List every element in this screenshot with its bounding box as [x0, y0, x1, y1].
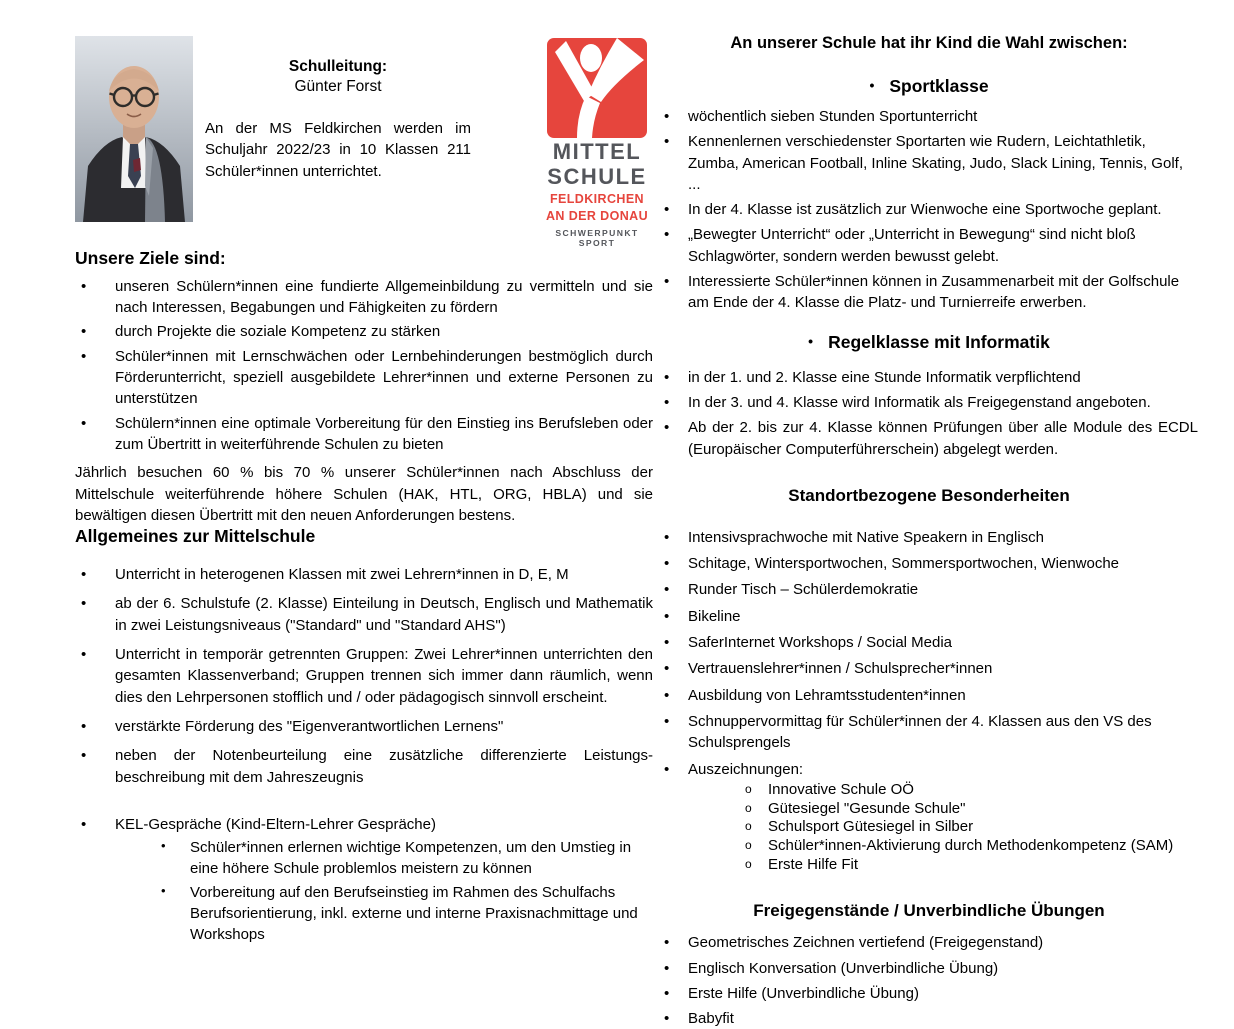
list-item: • In der 3. und 4. Klasse wird Informatik als Freigegenstand angeboten.: [660, 392, 1198, 413]
list-item: • Bikeline: [660, 606, 1198, 627]
list-item: o Schulsport Gütesiegel in Silber: [688, 818, 1198, 836]
school-logo: [541, 38, 653, 248]
sportklasse-heading: [660, 76, 1198, 97]
list-item: • Schülern*innen eine optimale Vorbereitung für den Einstieg ins Berufsleben oder zum Übertritt in weiterführende Schulen zu bieten: [75, 413, 653, 456]
uebertritt-paragraph: Jährlich besuchen 60 % bis 70 % unserer Schüler*innen nach Abschluss der Mittelschule weiterführende höhere Schulen (HAK, HTL, ORG, HBLA) und sie bewältigen diesen Übertritt mit den neuen Anforderungen bestens.: [75, 464, 653, 524]
principal-photo: [75, 36, 193, 222]
list-item: [75, 814, 653, 946]
allgemeines-list: [75, 564, 653, 788]
list-item: • Schüler*innen erlernen wichtige Kompetenzen, um den Umstieg in eine höhere Schule problemlos meistern zu können: [115, 837, 653, 880]
standort-list: [660, 527, 1198, 873]
list-item: o Innovative Schule OÖ: [688, 781, 1198, 799]
list-item: o Schüler*innen-Aktivierung durch Methodenkompetenz (SAM): [688, 837, 1198, 855]
bullet-marker: •: [869, 77, 875, 93]
bullet-marker: •: [808, 332, 814, 349]
auszeichnungen-sublist: [688, 781, 1198, 873]
list-item: • wöchentlich sieben Stunden Sportunterricht: [660, 106, 1198, 127]
principal-name: Günter Forst: [294, 78, 382, 95]
logo-figure-icon: [541, 38, 653, 138]
auszeichnungen-label: Auszeichnungen:: [688, 760, 804, 778]
list-item: • „Bewegter Unterricht“ oder „Unterricht in Bewegung“ sind nicht bloß Schlagwörter, sondern werden bewusst gelebt.: [660, 224, 1198, 267]
list-item: [660, 759, 1198, 874]
list-item: • Englisch Konversation (Unverbindliche Übung): [660, 958, 1198, 979]
regelklasse-label: Regelklasse mit Informatik: [828, 331, 1050, 352]
logo-text-schwerpunkt: SCHWERPUNKT SPORT: [555, 227, 639, 248]
list-item: • Schnuppervormittag für Schüler*innen der 4. Klassen aus den VS des Schulsprengels: [660, 711, 1198, 754]
regelklasse-heading: [660, 332, 1198, 353]
list-item: • Vorbereitung auf den Berufseinstieg im Rahmen des Schulfachs Berufsorientierung, inkl. externe und interne Praxisnachmittage und Workshops: [115, 882, 653, 946]
right-column: [660, 30, 1198, 1029]
logo-text-mittel: MITTEL: [552, 139, 642, 164]
portrait-image: [75, 36, 193, 222]
list-item: • verstärkte Förderung des "Eigenverantwortlichen Lernens": [75, 716, 653, 737]
list-item: • unseren Schülern*innen eine fundierte Allgemeinbildung zu vermitteln und sie nach Interessen, Begabungen und Fähigkeiten zu fördern: [75, 276, 653, 319]
schulleitung-label: Schulleitung:: [288, 58, 388, 75]
list-item: • Ab der 2. bis zur 4. Klasse können Prüfungen über alle Module des ECDL (Europäischer Computerführerschein) abgelegt werden.: [660, 417, 1198, 460]
sportklasse-label: Sportklasse: [889, 76, 989, 96]
list-item: • Intensivsprachwoche mit Native Speakern in Englisch: [660, 527, 1198, 548]
ziele-heading: Unsere Ziele sind:: [75, 247, 226, 268]
list-item: • Ausbildung von Lehramtsstudenten*innen: [660, 685, 1198, 706]
kel-list: [75, 814, 653, 946]
list-item: • ab der 6. Schulstufe (2. Klasse) Einteilung in Deutsch, Englisch und Mathematik in zwei Leistungsniveaus ("Standard" und "Standard AHS"): [75, 593, 653, 636]
logo-text-schule: SCHULE: [547, 164, 647, 190]
list-item: • Babyfit: [660, 1008, 1198, 1029]
regelklasse-list: [660, 367, 1198, 460]
freigegenstaende-list: [660, 932, 1198, 1029]
list-item: o Gütesiegel "Gesunde Schule": [688, 800, 1198, 818]
list-item: o Erste Hilfe Fit: [688, 856, 1198, 874]
list-item: • Erste Hilfe (Unverbindliche Übung): [660, 983, 1198, 1004]
list-item: • Interessierte Schüler*innen können in Zusammenarbeit mit der Golfschule am Ende der 4. Klasse die Platz- und Turnierreife erwerben.: [660, 271, 1198, 314]
list-item: • Unterricht in temporär getrennten Gruppen: Zwei Lehrer*innen unterrichten den gesamten Klassenverband; Gruppen trennen sich immer dann räumlich, wenn dies den Lehrpersonen stofflich und / oder pädagogisch sinnvoll erscheint.: [75, 644, 653, 708]
list-item: • Schüler*innen mit Lernschwächen oder Lernbehinderungen bestmöglich durch Förderunterricht, speziell ausgebildete Lehrer*innen und externe Personen zu unterstützen: [75, 346, 653, 410]
kel-sublist: [115, 837, 653, 945]
logo-text-donau: AN DER DONAU: [545, 208, 649, 223]
ziele-list: [75, 276, 653, 455]
list-item: • In der 4. Klasse ist zusätzlich zur Wienwoche eine Sportwoche geplant.: [660, 199, 1198, 220]
list-item: • Schitage, Wintersportwochen, Sommersportwochen, Wienwoche: [660, 553, 1198, 574]
logo-text-feldkirchen: FELDKIRCHEN: [550, 191, 644, 206]
header-row: [75, 36, 653, 248]
left-column: [75, 36, 653, 946]
list-item: • Runder Tisch – Schülerdemokratie: [660, 579, 1198, 600]
list-item: • durch Projekte die soziale Kompetenz zu stärken: [75, 321, 653, 342]
list-item: • SaferInternet Workshops / Social Media: [660, 632, 1198, 653]
standort-heading: Standortbezogene Besonderheiten: [788, 485, 1070, 505]
sportklasse-list: [660, 106, 1198, 314]
freigegenstaende-heading: Freigegenstände / Unverbindliche Übungen: [753, 901, 1105, 921]
choice-heading: An unserer Schule hat ihr Kind die Wahl zwischen:: [730, 34, 1128, 52]
list-item: • Vertrauenslehrer*innen / Schulsprecher*innen: [660, 658, 1198, 679]
list-item: • neben der Notenbeurteilung eine zusätzliche differenzierte Leistungs- beschreibung mit dem Jahreszeugnis: [75, 745, 653, 788]
intro-paragraph: An der MS Feldkirchen werden im Schuljahr 2022/23 in 10 Klassen 211 Schüler*innen unterrichtet.: [205, 120, 471, 180]
list-item: • Kennenlernen verschiedenster Sportarten wie Rudern, Leichtathletik, Zumba, American Football, Inline Skating, Judo, Slack Lining, Tennis, Golf, ...: [660, 131, 1198, 195]
principal-block: [205, 58, 471, 182]
allgemeines-heading: Allgemeines zur Mittelschule: [75, 526, 316, 547]
list-item: • in der 1. und 2. Klasse eine Stunde Informatik verpflichtend: [660, 367, 1198, 388]
list-item: • Geometrisches Zeichnen vertiefend (Freigegenstand): [660, 932, 1198, 953]
kel-label: KEL-Gespräche (Kind-Eltern-Lehrer Gespräche): [115, 815, 436, 833]
list-item: • Unterricht in heterogenen Klassen mit zwei Lehrern*innen in D, E, M: [75, 564, 653, 585]
